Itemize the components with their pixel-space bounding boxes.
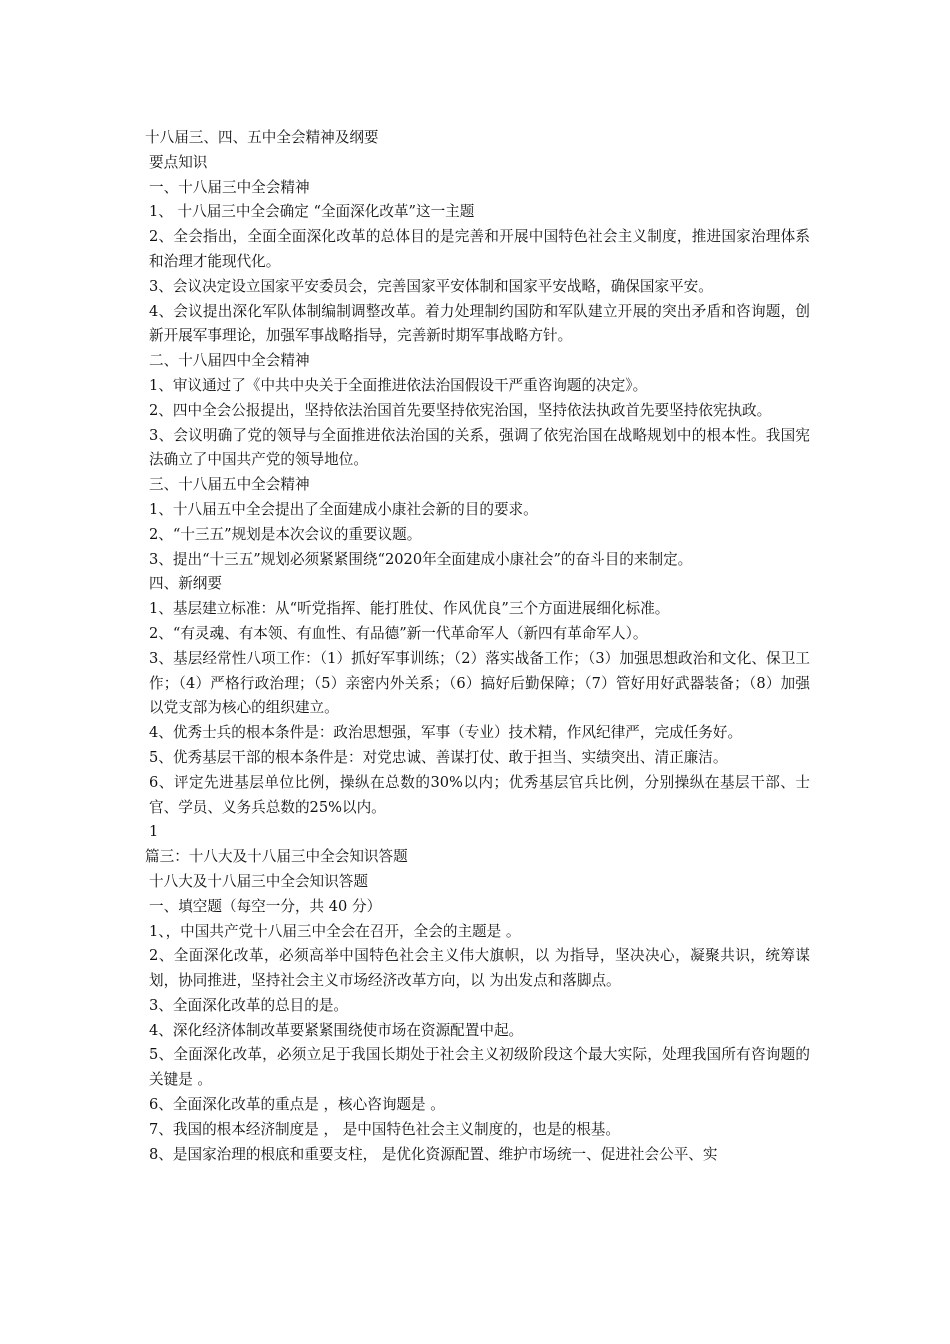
paragraph: 6、评定先进基层单位比例，操纵在总数的30%以内；优秀基层官兵比例，分别操纵在基层干部、士官、学员、义务兵总数的25%以内。 (149, 773, 810, 816)
paragraph: 2、“有灵魂、有本领、有血性、有品德”新一代革命军人（新四有革命军人）。 (149, 624, 648, 642)
section-heading-4: 四、新纲要 (149, 575, 222, 593)
paragraph: 4、会议提出深化军队体制编制调整改革。着力处理制约国防和军队建立开展的突出矛盾和咨询题，创新开展军事理论，加强军事战略指导，完善新时期军事战略方针。 (149, 302, 810, 345)
question-item: 2、全面深化改革，必须高举中国特色社会主义伟大旗帜，以 为指导，坚决决心，凝聚共识，统筹谋划，协同推进，坚持社会主义市场经济改革方向，以 为出发点和落脚点。 (149, 947, 810, 990)
paragraph: 1、基层建立标准：从“听党指挥、能打胜仗、作风优良”三个方面进展细化标准。 (149, 600, 670, 618)
paragraph: 5、优秀基层干部的根本条件是：对党忠诚、善谋打仗、敢于担当、实绩突出、清正廉洁。 (149, 748, 728, 766)
question-item: 7、我国的根本经济制度是 ， 是中国特色社会主义制度的，也是的根基。 (149, 1120, 620, 1138)
section-heading-3: 三、十八届五中全会精神 (149, 476, 310, 494)
paragraph: 3、基层经常性八项工作：（1）抓好军事训练；（2）落实战备工作；（3）加强思想政治和文化、保卫工作；（4）严格行政治理；（5）亲密内外关系；（6）搞好后勤保障；（7）管好用好武器装备；（8）加强以党支部为核心的组织建立。 (149, 649, 810, 717)
paragraph: 2、“十三五”规划是本次会议的重要议题。 (149, 525, 422, 543)
paragraph: 2、全会指出，全面全面深化改革的总体目的是完善和开展中国特色社会主义制度，推进国家治理体系和治理才能现代化。 (149, 228, 810, 270)
question-item: 3、全面深化改革的总目的是。 (149, 996, 349, 1014)
paragraph: 1、审议通过了《中共中央关于全面推进依法治国假设干严重咨询题的决定》。 (149, 376, 648, 394)
paragraph: 1、十八届五中全会提出了全面建成小康社会新的目的要求。 (149, 500, 538, 518)
paragraph: 4、优秀士兵的根本条件是：政治思想强，军事（专业）技术精，作风纪律严，完成任务好。 (149, 724, 743, 742)
section-heading-1: 一、十八届三中全会精神 (149, 178, 310, 196)
document-subtitle: 要点知识 (149, 153, 208, 171)
part-heading: 一、填空题（每空一分，共 40 分） (149, 897, 382, 915)
section-heading-2: 二、十八届四中全会精神 (149, 352, 310, 370)
document-page (145, 126, 810, 1167)
paragraph: 2、四中全会公报提出，坚持依法治国首先要坚持依宪治国，坚持依法执政首先要坚持依宪执政。 (149, 401, 772, 419)
paragraph: 3、会议明确了党的领导与全面推进依法治国的关系，强调了依宪治国在战略规划中的根本性。我国宪法确立了中国共产党的领导地位。 (149, 426, 810, 469)
question-item: 4、深化经济体制改革要紧紧围绕使市场在资源配置中起。 (149, 1021, 524, 1039)
page-number: 1 (149, 823, 159, 841)
question-item: 5、全面深化改革，必须立足于我国长期处于社会主义初级阶段这个最大实际，处理我国所有咨询题的关键是 。 (149, 1046, 810, 1089)
question-item: 6、全面深化改革的重点是 ，核心咨询题是 。 (149, 1096, 445, 1114)
document-title: 十八届三、四、五中全会精神及纲要 (145, 129, 379, 146)
chapter-title: 十八大及十八届三中全会知识答题 (149, 872, 368, 890)
paragraph: 3、提出“十三五”规划必须紧紧围绕“2020年全面建成小康社会”的奋斗目的来制定。 (149, 550, 693, 568)
question-item: 8、是国家治理的根底和重要支柱， 是优化资源配置、维护市场统一、促进社会公平、实 (149, 1145, 718, 1163)
question-item: 1、，中国共产党十八届三中全会在召开，全会的主题是 。 (149, 922, 521, 940)
paragraph: 1、 十八届三中全会确定 “全面深化改革”这一主题 (149, 203, 475, 221)
paragraph: 3、会议决定设立国家平安委员会，完善国家平安体制和国家平安战略，确保国家平安。 (149, 277, 713, 295)
chapter-heading: 篇三：十八大及十八届三中全会知识答题 (145, 848, 408, 866)
